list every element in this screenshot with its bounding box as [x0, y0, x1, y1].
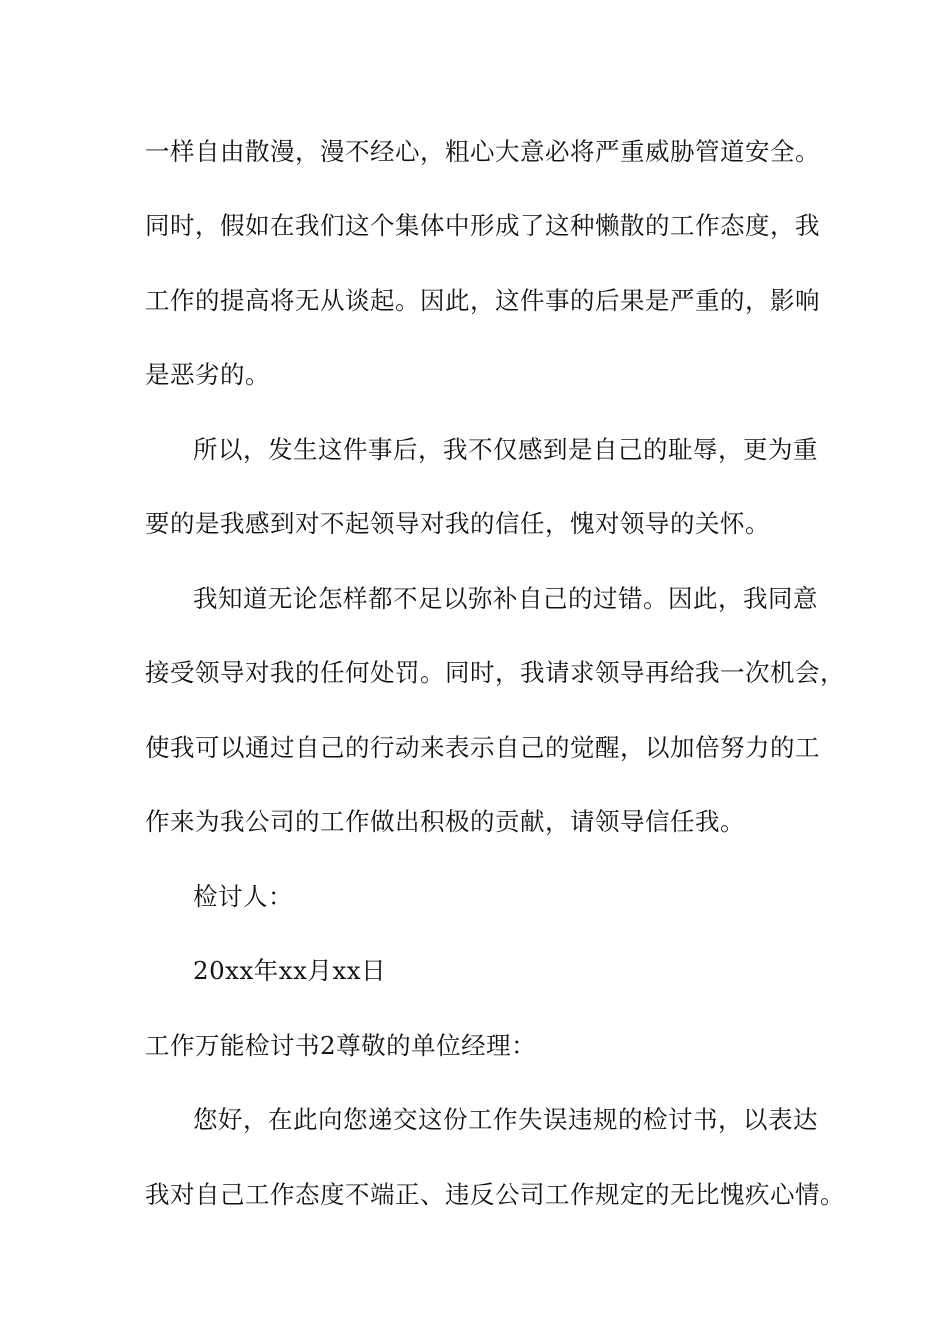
paragraph-line-3: 工作的提高将无从谈起。因此，这件事的后果是严重的，影响: [145, 286, 820, 315]
paragraph-line-2: 同时，假如在我们这个集体中形成了这种懒散的工作态度，我: [145, 211, 820, 240]
date-line: 20xx年xx月xx日: [193, 956, 387, 985]
paragraph-line-12: 我对自己工作态度不端正、违反公司工作规定的无比愧疚心情。: [145, 1180, 845, 1209]
paragraph-line-4: 是恶劣的。: [145, 360, 270, 389]
signature-label: 检讨人：: [193, 882, 293, 911]
paragraph-line-1: 一样自由散漫，漫不经心，粗心大意必将严重威胁管道安全。: [145, 137, 820, 166]
section-heading: 工作万能检讨书2尊敬的单位经理：: [145, 1031, 537, 1060]
paragraph-line-5: 所以，发生这件事后，我不仅感到是自己的耻辱，更为重: [193, 435, 818, 464]
paragraph-line-8: 接受领导对我的任何处罚。同时，我请求领导再给我一次机会，: [145, 658, 845, 687]
paragraph-line-9: 使我可以通过自己的行动来表示自己的觉醒，以加倍努力的工: [145, 733, 820, 762]
paragraph-line-6: 要的是我感到对不起领导对我的信任，愧对领导的关怀。: [145, 509, 770, 538]
paragraph-line-11: 您好，在此向您递交这份工作失误违规的检讨书，以表达: [193, 1105, 818, 1134]
paragraph-line-10: 作来为我公司的工作做出积极的贡献，请领导信任我。: [145, 807, 745, 836]
paragraph-line-7: 我知道无论怎样都不足以弥补自己的过错。因此，我同意: [193, 584, 818, 613]
